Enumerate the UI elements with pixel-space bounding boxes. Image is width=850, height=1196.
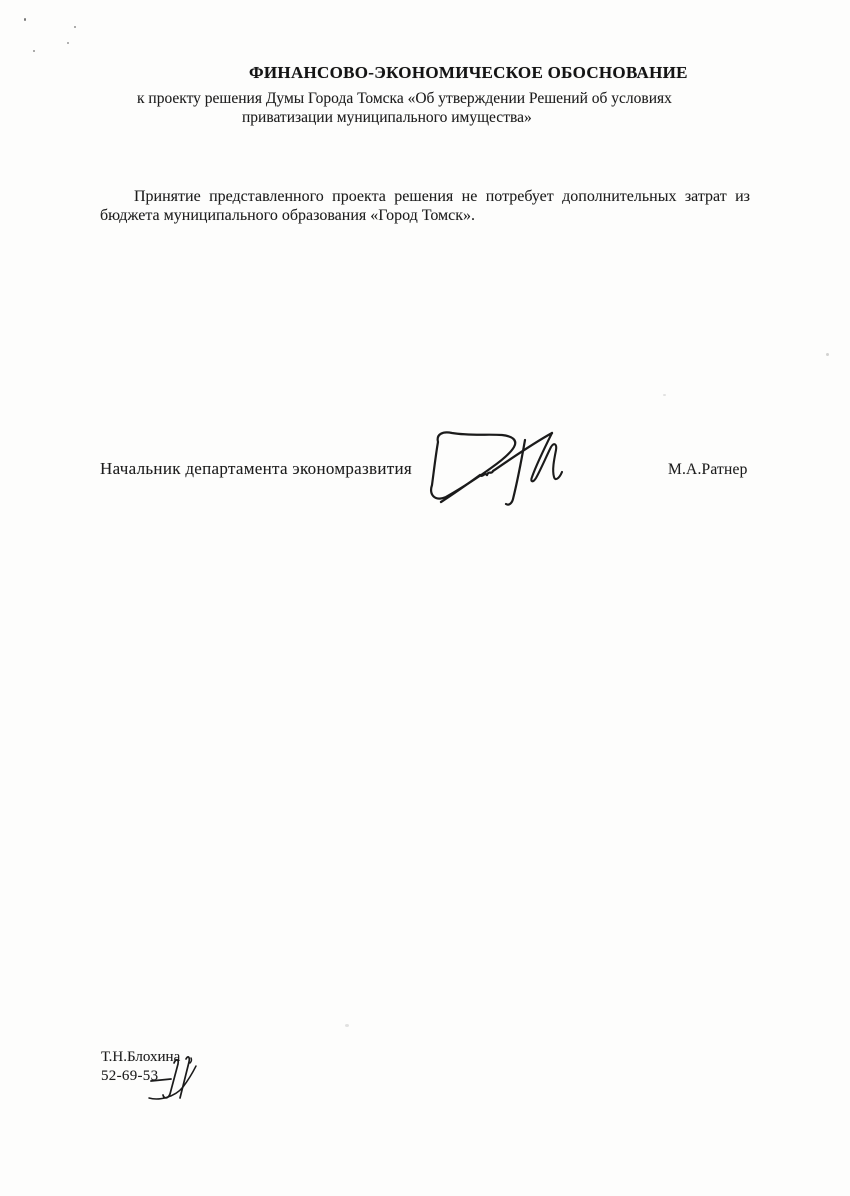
body-paragraph: Принятие представленного проекта решения не потребует дополнительных затрат из бюджета муниципального образования «Город Томск». [100, 188, 750, 224]
executor-phone: 52-69-53 [101, 1068, 159, 1084]
scan-speckle [24, 18, 26, 21]
scan-speckle [74, 26, 76, 28]
document-subtitle-line-1: к проекту решения Думы Города Томска «Об утверждении Решений об условиях [137, 90, 672, 107]
document-title: ФИНАНСОВО-ЭКОНОМИЧЕСКОЕ ОБОСНОВАНИЕ [249, 63, 688, 82]
executor-name: Т.Н.Блохина [101, 1049, 181, 1065]
scan-speckle [345, 1024, 349, 1027]
scan-speckle [663, 394, 666, 396]
signatory-name: М.А.Ратнер [668, 461, 748, 478]
document-subtitle-line-2: приватизации муниципального имущества» [242, 109, 532, 126]
blokhina-signature-icon [145, 1054, 207, 1102]
scan-speckle [33, 50, 35, 52]
scan-speckle [826, 353, 829, 356]
ratner-signature-icon [425, 427, 570, 509]
scan-speckle [67, 42, 69, 44]
signatory-position-label: Начальник департамента экономразвития [100, 459, 413, 478]
